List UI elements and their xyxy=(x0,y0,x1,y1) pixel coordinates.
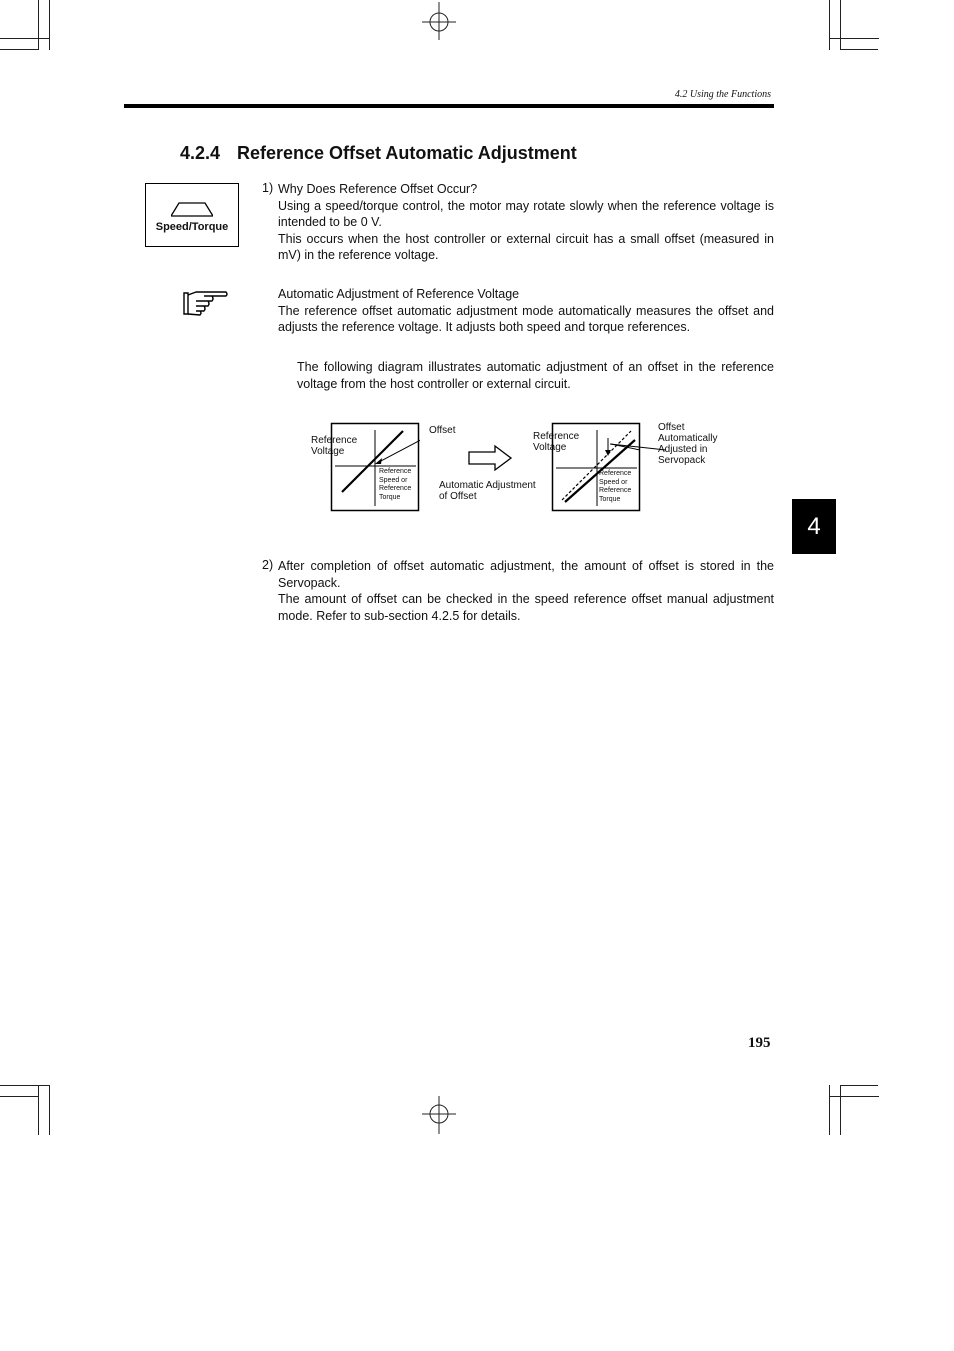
adjustment-arrow-icon xyxy=(467,444,513,472)
arrow-label: Automatic Adjustment of Offset xyxy=(439,480,536,502)
item-1-number: 1) xyxy=(262,181,274,195)
item-1-paragraph-1: Using a speed/torque control, the motor may rotate slowly when the reference voltage is intended to be 0 V. xyxy=(278,198,774,229)
section-title xyxy=(180,143,577,164)
section-number: 4.2.4 xyxy=(180,143,221,163)
registration-mark-top xyxy=(422,2,456,40)
item-2-paragraph-2: The amount of offset can be checked in the speed reference offset manual adjustment mode. Refer to sub-section 4.2.5 for details. xyxy=(278,592,774,623)
left-offset-label: Offset xyxy=(429,425,456,436)
right-y-label: Reference Voltage xyxy=(533,431,580,453)
left-y-label: Reference Voltage xyxy=(311,435,358,457)
note-body: The reference offset automatic adjustment mode automatically measures the offset and adjusts the reference voltage. It adjusts both speed and torque references. xyxy=(278,303,774,334)
left-x-axis-label: Reference Speed or Reference Torque xyxy=(379,468,412,501)
item-1-paragraph-2: This occurs when the host controller or external circuit has a small offset (measured in mV) in the reference voltage. xyxy=(278,231,774,262)
sticker-label: Speed/Torque xyxy=(155,221,229,233)
section-title-text: Reference Offset Automatic Adjustment xyxy=(237,143,577,163)
item-1-heading: Why Does Reference Offset Occur? xyxy=(278,182,478,196)
chapter-tab: 4 xyxy=(792,499,836,554)
right-offset-note: Offset Automatically Adjusted in Servopack xyxy=(658,422,718,466)
item-1-text xyxy=(278,181,774,264)
note-text xyxy=(278,286,774,336)
page-number: 195 xyxy=(748,1035,771,1051)
registration-mark-bottom xyxy=(422,1096,456,1134)
speed-torque-sticker xyxy=(145,183,239,247)
pointing-hand-icon xyxy=(182,289,230,317)
item-2-number: 2) xyxy=(262,558,274,572)
header-rule xyxy=(124,104,774,108)
running-head: 4.2 Using the Functions xyxy=(674,89,771,100)
note-heading: Automatic Adjustment of Reference Voltage xyxy=(278,287,520,301)
item-2-paragraph-1: After completion of offset automatic adjustment, the amount of offset is stored in the Servopack. xyxy=(278,559,774,590)
trapezoid-icon xyxy=(171,201,213,217)
diagram-intro: The following diagram illustrates automatic adjustment of an offset in the reference voltage from the host controller or external circuit. xyxy=(297,360,774,391)
item-2-text xyxy=(278,558,774,624)
right-x-axis-label: Reference Speed or Reference Torque xyxy=(599,470,632,503)
